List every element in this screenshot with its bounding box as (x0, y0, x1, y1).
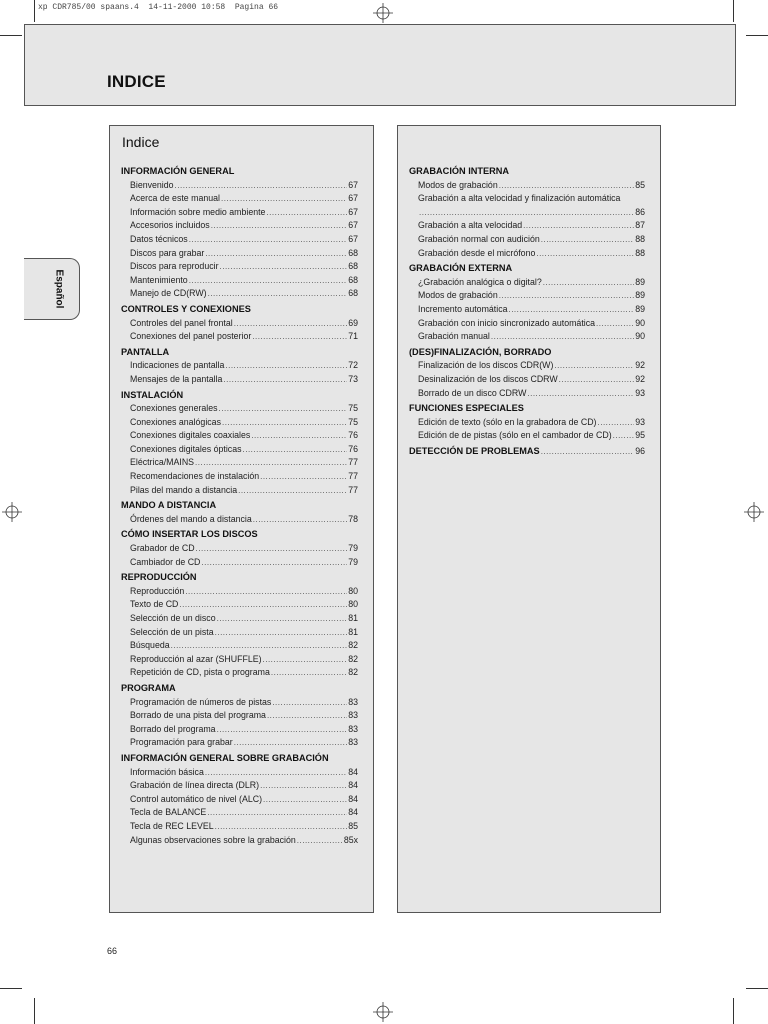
toc-entry[interactable] (110, 598, 373, 612)
toc-section-title: FUNCIONES ESPECIALES (409, 403, 524, 414)
toc-entry-label: Edición de texto (sólo en la grabadora de CD) (418, 416, 597, 427)
toc-entry-page: 79 (348, 556, 358, 567)
toc-entry-label: Conexiones generales (130, 403, 218, 414)
toc-entry-page: 81 (348, 613, 358, 623)
toc-entry-label: Grabación normal con audición (418, 233, 540, 244)
print-slug: xp CDR785/00 spaans.4 14-11-2000 10:58 Pagina 66 (38, 3, 279, 12)
toc-entry[interactable] (110, 484, 373, 498)
toc-entry-label: Modos de grabación (418, 179, 498, 190)
toc-entry-page: 78 (348, 513, 358, 524)
toc-entry-page: 82 (348, 653, 358, 664)
toc-dot-leader (523, 219, 634, 233)
toc-entry-label: Grabación con inicio sincronizado automática (418, 317, 596, 328)
toc-dot-leader (260, 470, 347, 484)
toc-entry[interactable] (398, 387, 660, 401)
toc-dot-leader (499, 289, 634, 303)
toc-dot-leader (222, 416, 347, 430)
toc-dot-leader (189, 233, 348, 247)
toc-entry-page: 67 (348, 206, 358, 217)
toc-entry-label: Borrado de una pista del programa (130, 710, 266, 721)
toc-entry-page: 84 (348, 793, 358, 804)
toc-entry-label: Grabación de línea directa (DLR) (130, 780, 260, 791)
toc-entry[interactable] (110, 806, 373, 820)
crop-mark (746, 35, 768, 36)
toc-section-title: INFORMACIÓN GENERAL SOBRE GRABACIÓN (121, 752, 329, 763)
toc-dot-leader (220, 260, 348, 274)
toc-entry-page: 88 (635, 247, 645, 258)
toc-entry[interactable] (110, 317, 373, 331)
toc-entry-page: 84 (348, 766, 358, 777)
toc-dot-leader (175, 179, 348, 193)
toc-entry-page: 68 (348, 261, 358, 272)
toc-entry-label: Búsqueda (130, 640, 170, 651)
toc-entry[interactable] (110, 359, 373, 373)
toc-dot-leader (266, 206, 347, 220)
toc-entry[interactable] (398, 330, 660, 344)
toc-entry[interactable] (110, 470, 373, 484)
toc-entry-page: 80 (348, 599, 358, 610)
toc-entry-page: 85 (348, 820, 358, 831)
toc-entry-page: 68 (348, 274, 358, 285)
toc-entry[interactable] (110, 709, 373, 723)
toc-entry-label: Acerca de este manual (130, 193, 220, 204)
toc-section-title: REPRODUCCIÓN (121, 572, 197, 583)
toc-dot-leader (613, 429, 635, 443)
toc-entry-page: 77 (348, 457, 358, 468)
toc-dot-leader (263, 653, 348, 667)
toc-entry-page: 77 (348, 471, 358, 482)
toc-entry[interactable] (398, 206, 660, 220)
toc-dot-leader (195, 456, 347, 470)
toc-dot-leader (215, 820, 348, 834)
toc-entry-page: 85 (635, 179, 645, 190)
toc-entry[interactable] (110, 542, 373, 556)
toc-entry-label: Programación para grabar (130, 737, 233, 748)
toc-entry-page: 72 (348, 360, 358, 371)
toc-entry-page: 89 (635, 290, 645, 301)
toc-entry-page: 87 (635, 220, 645, 231)
toc-dot-leader (217, 723, 348, 737)
toc-entry[interactable] (110, 206, 373, 220)
toc-entry[interactable] (110, 834, 373, 848)
toc-entry-label: Tecla de REC LEVEL (130, 820, 214, 831)
toc-entry-label: Conexiones digitales coaxiales (130, 430, 251, 441)
toc-entry-page: 89 (635, 276, 645, 287)
toc-entry[interactable] (110, 330, 373, 344)
toc-entry-label: Selección de un disco (130, 613, 216, 623)
toc-dot-leader (491, 330, 634, 344)
toc-entry-label: Programación de números de pistas (130, 696, 272, 707)
toc-dot-leader (559, 373, 635, 387)
toc-dot-leader (219, 402, 348, 416)
toc-entry-label: Bienvenido (130, 179, 174, 190)
toc-entry-page: 75 (348, 416, 358, 427)
toc-dot-leader (267, 709, 347, 723)
toc-entry[interactable] (110, 639, 373, 653)
toc-entry-page: 88 (635, 233, 645, 244)
toc-entry-label: ¿Grabación analógica o digital? (418, 276, 542, 287)
toc-dot-leader (234, 317, 348, 331)
toc-dot-leader (419, 206, 634, 220)
toc-entry[interactable] (110, 513, 373, 527)
toc-panel-left (109, 125, 374, 913)
toc-entry-page: 69 (348, 317, 358, 328)
toc-section-title: PROGRAMA (121, 682, 176, 693)
toc-entry[interactable] (110, 179, 373, 193)
toc-entry-page: 83 (348, 710, 358, 721)
toc-entry-page: 83 (348, 737, 358, 748)
toc-dot-leader (171, 639, 348, 653)
toc-entry[interactable] (110, 233, 373, 247)
toc-entry-label: Reproducción al azar (SHUFFLE) (130, 653, 262, 664)
toc-dot-leader (201, 556, 347, 570)
toc-dot-leader (217, 612, 348, 626)
toc-section-title: PANTALLA (121, 346, 170, 357)
toc-dot-leader (221, 192, 347, 206)
toc-entry-label: Recomendaciones de instalación (130, 471, 260, 482)
toc-entry-label: Información básica (130, 766, 204, 777)
crop-mark (0, 988, 22, 989)
toc-dot-leader (536, 247, 634, 261)
toc-entry-label: Incremento automática (418, 303, 508, 314)
crop-mark (0, 35, 22, 36)
toc-entry[interactable] (110, 626, 373, 640)
toc-entry[interactable] (398, 289, 660, 303)
toc-entry[interactable] (110, 287, 373, 301)
toc-entry-page: 84 (348, 780, 358, 791)
toc-entry-page: 83 (348, 723, 358, 734)
toc-dot-leader (205, 247, 347, 261)
toc-dot-leader (541, 445, 635, 459)
toc-dot-leader (260, 779, 347, 793)
toc-entry-page: 83 (348, 696, 358, 707)
toc-entry-label: Eléctrica/MAINS (130, 457, 195, 468)
toc-entry[interactable] (110, 612, 373, 626)
toc-entry[interactable] (110, 443, 373, 457)
toc-dot-leader (541, 233, 634, 247)
registration-mark-icon (373, 3, 393, 23)
toc-dot-leader (208, 287, 348, 301)
toc-entry-label: Borrado de un disco CDRW (418, 387, 527, 398)
toc-entry[interactable] (110, 219, 373, 233)
toc-list-left (110, 163, 373, 847)
registration-mark-icon (2, 502, 22, 522)
toc-entry[interactable] (398, 192, 660, 206)
toc-section-title: (DES)FINALIZACIÓN, BORRADO (409, 346, 552, 357)
toc-section-entry[interactable] (398, 445, 660, 459)
toc-entry[interactable] (110, 556, 373, 570)
toc-dot-leader (185, 585, 347, 599)
toc-dot-leader (211, 219, 348, 233)
toc-dot-leader (251, 429, 347, 443)
toc-entry-label: Reproducción (130, 585, 185, 596)
toc-entry-page: 68 (348, 288, 358, 299)
toc-entry-label: Finalización de los discos CDR(W) (418, 360, 554, 371)
toc-entry-page: 90 (635, 317, 645, 328)
toc-dot-leader (196, 542, 348, 556)
registration-mark-icon (744, 502, 764, 522)
toc-section-title: CONTROLES Y CONEXIONES (121, 303, 251, 314)
toc-entry-label: Grabación manual (418, 331, 490, 342)
toc-dot-leader (179, 598, 347, 612)
toc-entry-label: Mantenimiento (130, 274, 188, 285)
toc-dot-leader (543, 276, 634, 290)
toc-section-title: GRABACIÓN INTERNA (409, 166, 510, 176)
toc-section-title: INFORMACIÓN GENERAL (121, 166, 235, 176)
toc-entry[interactable] (110, 260, 373, 274)
toc-entry-label: Datos técnicos (130, 233, 188, 244)
toc-section-title: CÓMO INSERTAR LOS DISCOS (121, 529, 258, 540)
toc-entry-label: Borrado del programa (130, 723, 216, 734)
toc-section-title: GRABACIÓN EXTERNA (409, 263, 513, 274)
toc-entry-label: Mensajes de la pantalla (130, 373, 223, 384)
toc-entry-label: Desinalización de los discos CDRW (418, 373, 558, 384)
toc-dot-leader (499, 179, 634, 193)
toc-entry-label: Grabación a alta velocidad (418, 220, 523, 231)
toc-dot-leader (252, 330, 347, 344)
toc-panel-right (397, 125, 661, 913)
toc-entry-page: 80 (348, 585, 358, 596)
toc-entry[interactable] (110, 696, 373, 710)
toc-entry-label: Conexiones del panel posterior (130, 331, 252, 342)
crop-mark (34, 998, 35, 1024)
crop-mark (733, 998, 734, 1024)
language-tab-label: Español (53, 269, 65, 309)
toc-dot-leader (253, 513, 347, 527)
toc-entry-page: 82 (348, 640, 358, 651)
toc-dot-leader (554, 359, 634, 373)
toc-entry-label: Manejo de CD(RW) (130, 288, 207, 299)
toc-entry[interactable] (110, 766, 373, 780)
toc-entry-label: Selección de un pista (130, 626, 214, 637)
toc-entry[interactable] (398, 416, 660, 430)
toc-dot-leader (223, 373, 347, 387)
toc-dot-leader (272, 696, 347, 710)
toc-entry-page: 67 (348, 193, 358, 204)
toc-entry[interactable] (110, 416, 373, 430)
toc-entry-page: 89 (635, 303, 645, 314)
toc-entry[interactable] (110, 429, 373, 443)
page-number: 66 (107, 946, 118, 956)
toc-dot-leader (207, 806, 347, 820)
toc-entry-page: 67 (348, 220, 358, 231)
toc-entry-page: 79 (348, 543, 358, 554)
toc-entry-label: Grabación desde el micrófono (418, 247, 536, 258)
toc-dot-leader (596, 317, 634, 331)
toc-dot-leader (238, 484, 347, 498)
toc-entry-label: Texto de CD (130, 599, 179, 610)
toc-entry-page: 96 (635, 445, 645, 456)
toc-entry[interactable] (110, 736, 373, 750)
toc-entry[interactable] (398, 247, 660, 261)
toc-entry[interactable] (398, 429, 660, 443)
toc-entry-label: Grabador de CD (130, 543, 195, 554)
toc-heading: Indice (122, 134, 160, 150)
toc-entry-label: Pilas del mando a distancia (130, 484, 238, 495)
toc-entry-page: 84 (348, 807, 358, 818)
toc-entry-page: 76 (348, 430, 358, 441)
toc-entry-label: Repetición de CD, pista o programa (130, 667, 270, 678)
toc-list-right (398, 163, 660, 458)
toc-section-title: DETECCIÓN DE PROBLEMAS (409, 445, 540, 456)
toc-entry-label: Indicaciones de pantalla (130, 360, 225, 371)
toc-entry[interactable] (110, 793, 373, 807)
toc-entry[interactable] (110, 723, 373, 737)
toc-entry-label: Cambiador de CD (130, 556, 201, 567)
toc-dot-leader (189, 274, 348, 288)
toc-entry-label: Discos para grabar (130, 247, 205, 258)
toc-entry-page: 90 (635, 331, 645, 342)
toc-entry[interactable] (398, 179, 660, 193)
toc-dot-leader (527, 387, 634, 401)
toc-entry-label: Información sobre medio ambiente (130, 206, 266, 217)
toc-entry[interactable] (110, 373, 373, 387)
language-tab (24, 258, 80, 320)
toc-entry[interactable] (110, 779, 373, 793)
toc-entry[interactable] (398, 219, 660, 233)
toc-entry-label: Controles del panel frontal (130, 317, 233, 328)
toc-entry[interactable] (398, 373, 660, 387)
toc-entry-label: Modos de grabación (418, 290, 498, 301)
toc-entry[interactable] (398, 276, 660, 290)
toc-entry-page: 93 (635, 416, 645, 427)
toc-entry-page: 68 (348, 247, 358, 258)
toc-section-title: INSTALACIÓN (121, 389, 184, 400)
toc-dot-leader (243, 443, 348, 457)
toc-entry-page: 93 (635, 387, 645, 398)
toc-entry[interactable] (398, 303, 660, 317)
registration-mark-icon (373, 1002, 393, 1022)
toc-entry[interactable] (110, 820, 373, 834)
toc-entry-label: Conexiones digitales ópticas (130, 443, 242, 454)
toc-entry-label: Tecla de BALANCE (130, 807, 207, 818)
toc-entry[interactable] (110, 585, 373, 599)
toc-entry[interactable] (398, 233, 660, 247)
toc-entry-label: Control automático de nivel (ALC) (130, 793, 263, 804)
toc-entry-page: 67 (348, 179, 358, 190)
toc-dot-leader (215, 626, 348, 640)
toc-entry-page: 76 (348, 443, 358, 454)
toc-entry-label: Órdenes del mando a distancia (130, 513, 252, 524)
toc-section-title: MANDO A DISTANCIA (121, 500, 217, 511)
toc-entry-label: Accesorios incluidos (130, 220, 210, 231)
toc-entry[interactable] (398, 359, 660, 373)
toc-entry[interactable] (110, 402, 373, 416)
toc-entry[interactable] (398, 317, 660, 331)
crop-mark (34, 0, 35, 22)
toc-entry-page: 85x (343, 834, 358, 845)
toc-dot-leader (205, 766, 347, 780)
toc-entry[interactable] (110, 666, 373, 680)
crop-mark (733, 0, 734, 22)
toc-entry[interactable] (110, 456, 373, 470)
toc-entry-page: 81 (348, 626, 358, 637)
header-band (24, 24, 736, 106)
toc-entry-page: 75 (348, 403, 358, 414)
toc-entry-label: Edición de de pistas (sólo en el cambador de CD) (418, 430, 612, 441)
toc-entry-page: 86 (635, 206, 645, 217)
page-title: INDICE (107, 72, 166, 91)
toc-entry-page: 77 (348, 484, 358, 495)
toc-entry-page: 92 (635, 360, 645, 371)
toc-dot-leader (297, 834, 343, 848)
toc-entry[interactable] (110, 247, 373, 261)
toc-entry[interactable] (110, 274, 373, 288)
toc-dot-leader (234, 736, 348, 750)
toc-entry-label: Conexiones analógicas (130, 416, 221, 427)
toc-entry-page: 71 (348, 331, 358, 342)
toc-entry-label: Algunas observaciones sobre la grabación (130, 834, 296, 845)
toc-dot-leader (225, 359, 347, 373)
toc-entry-page: 73 (348, 373, 358, 384)
toc-dot-leader (508, 303, 634, 317)
toc-dot-leader (271, 666, 347, 680)
crop-mark (746, 988, 768, 989)
toc-entry-label: Grabación a alta velocidad y finalización automática (418, 193, 621, 204)
toc-entry-label: Discos para reproducir (130, 261, 219, 272)
toc-entry-page: 67 (348, 233, 358, 244)
toc-entry[interactable] (110, 192, 373, 206)
toc-entry-page: 95 (635, 430, 645, 441)
toc-entry-page: 82 (348, 667, 358, 678)
toc-entry-page: 92 (635, 373, 645, 384)
toc-dot-leader (263, 793, 347, 807)
toc-entry[interactable] (110, 653, 373, 667)
toc-dot-leader (598, 416, 635, 430)
